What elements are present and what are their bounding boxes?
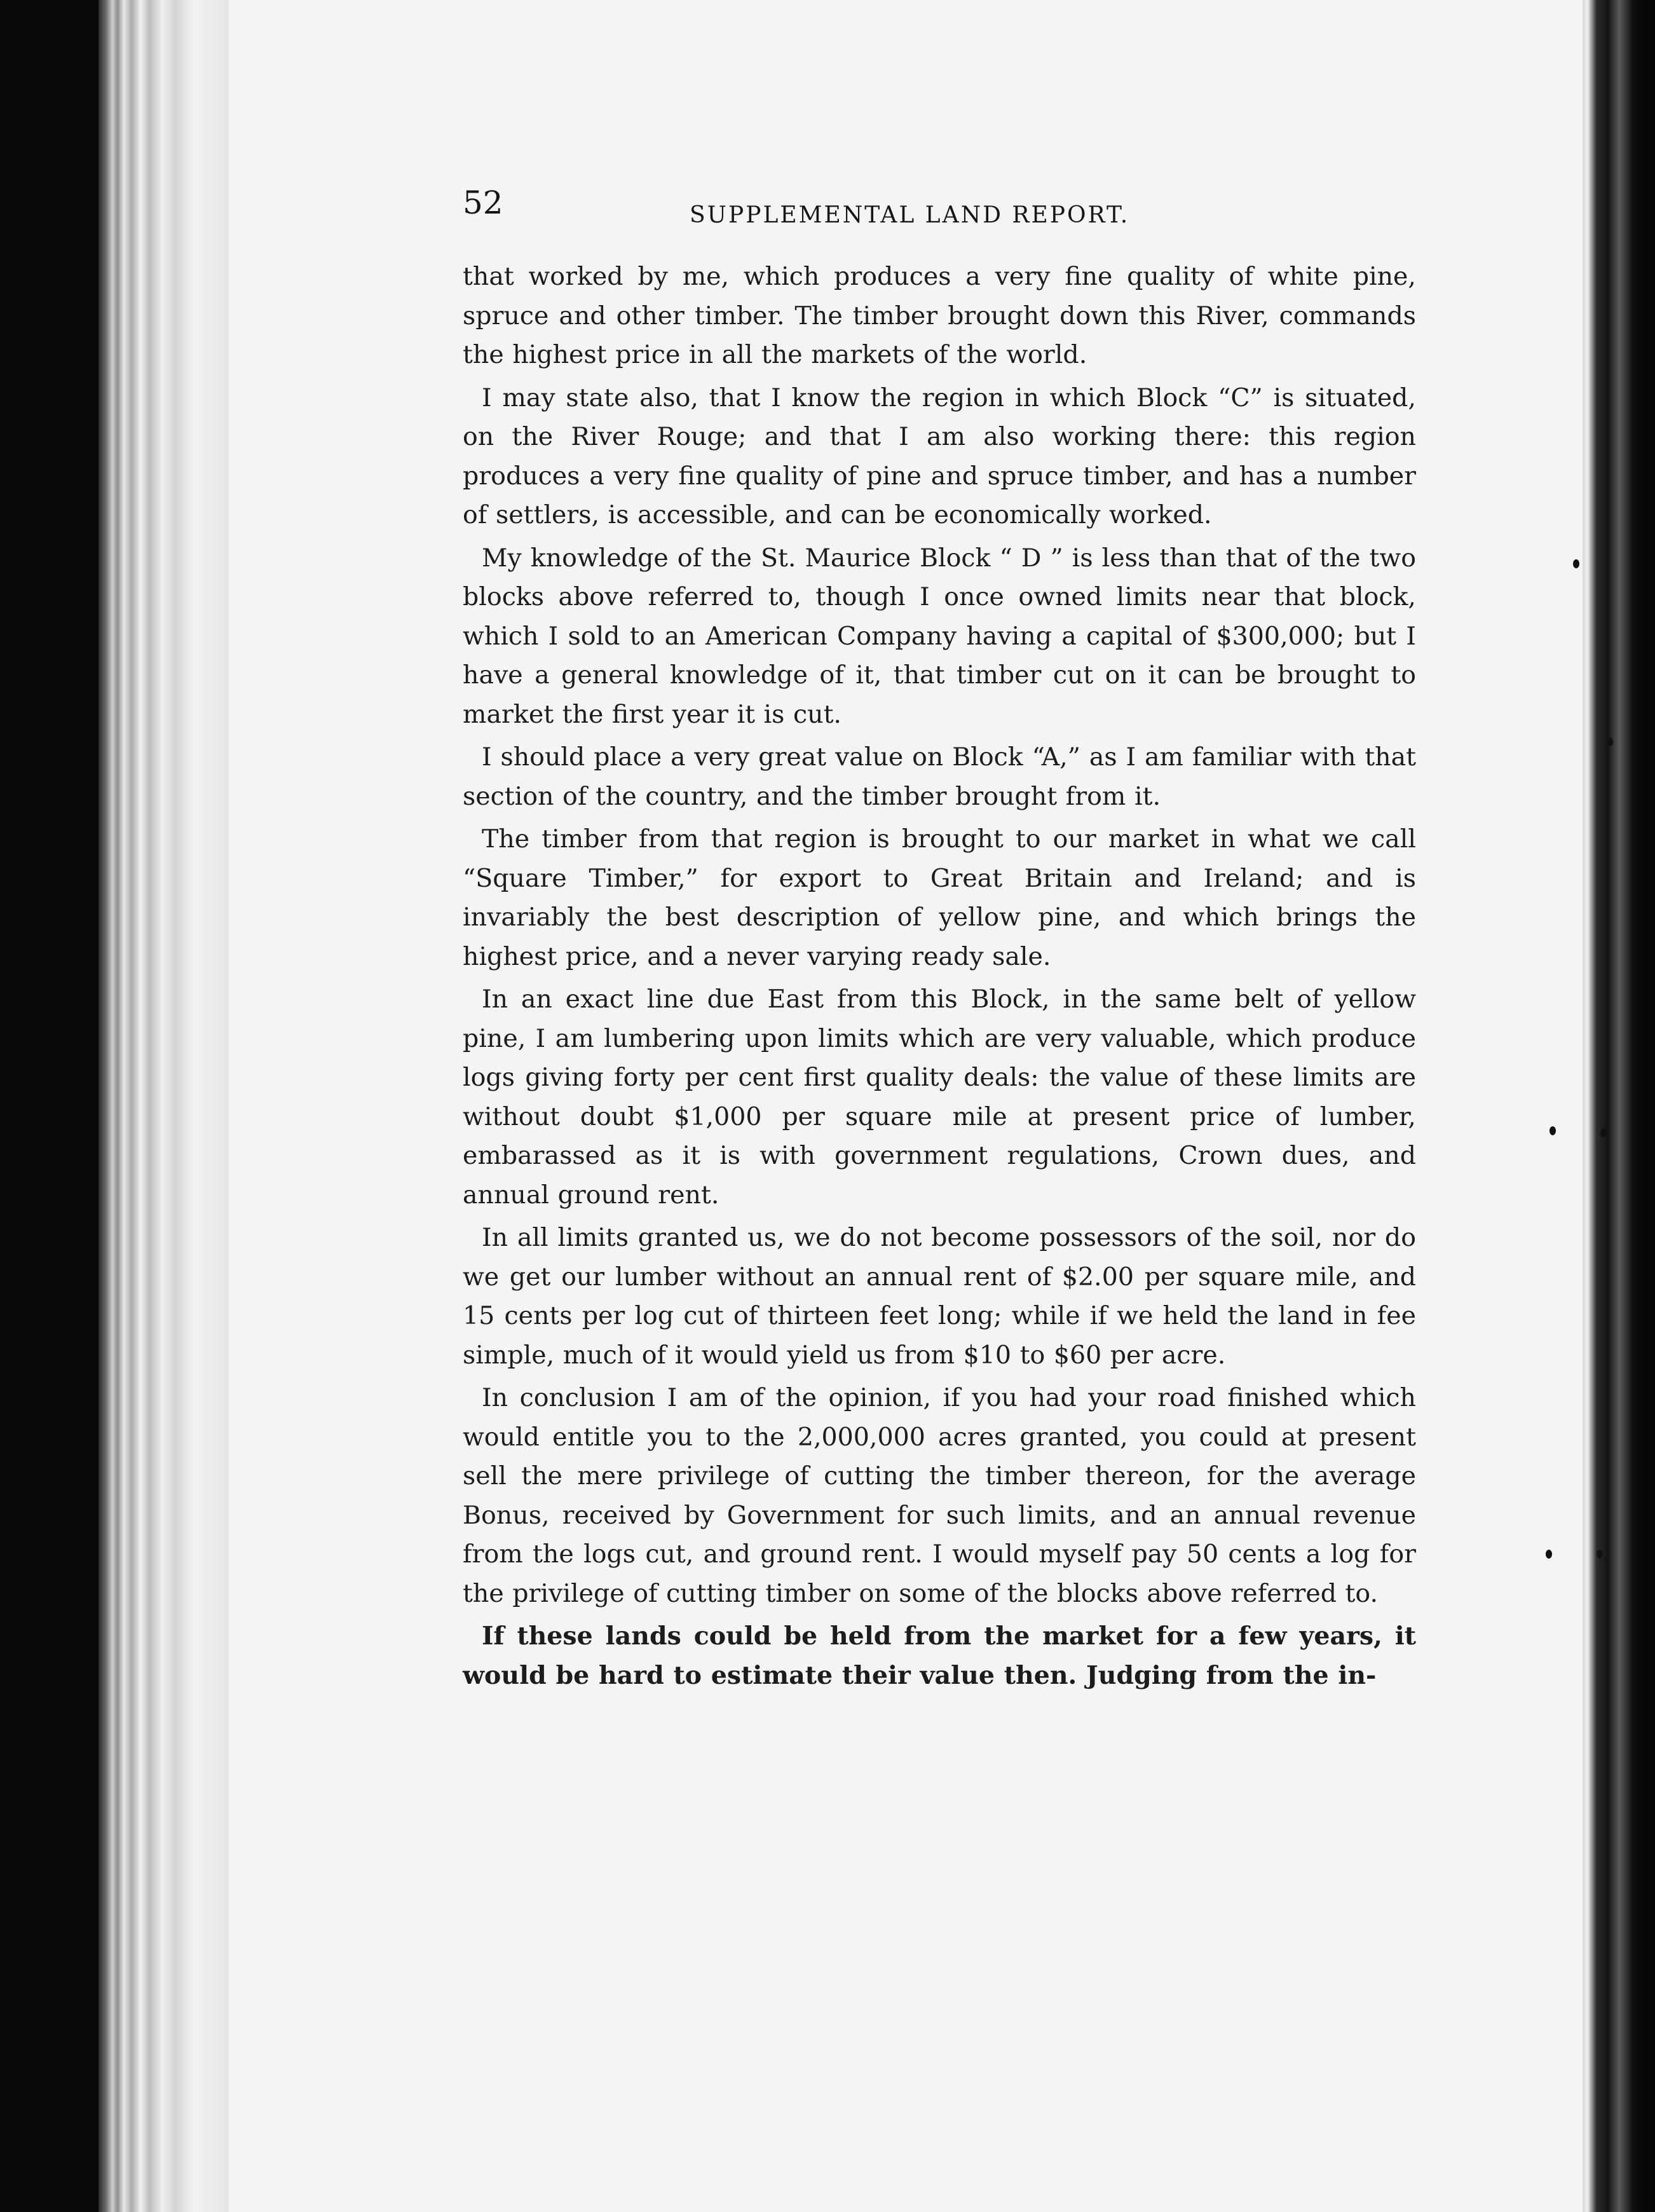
page-number: 52 [463,184,503,221]
scan-speck [1600,1128,1607,1137]
paragraph: I may state also, that I know the region in which Block “C” is situated, on the River Rouge; and that I am also working there: this region produces a very fine quality of pine and spruce timber, and has a number of settlers, is accessible, and can be economically worked. [463,383,1416,529]
paragraph: The timber from that region is brought to our market in what we call “Square Timber,” for export to Great Britain and Ireland; and is invariably the best description of yellow pine, and which brings the highest price, and a never varying ready sale. [463,824,1416,971]
scan-speck [1573,559,1579,568]
paragraph: In conclusion I am of the opinion, if you had your road finished which would entitle you to the 2,000,000 acres granted, you could at present sell the mere privilege of cutting the timber thereon, for the average Bonus, received by Government for such limits, and an annual revenue from the logs cut, and ground rent. I would myself pay 50 cents a log for the privilege of cutting timber on some of the blocks above referred to. [463,1383,1416,1608]
scan-speck [1549,1126,1556,1135]
scan-speck [1597,1550,1603,1559]
paragraph: My knowledge of the St. Maurice Block “ D ” is less than that of the two blocks above referred to, though I once owned limits near that block, which I sold to an American Company having a capital of $300,000; but I have a general knowledge of it, that timber cut on it can be brought to market the first year it is cut. [463,543,1416,729]
body-text [463,257,1416,1699]
paragraph: that worked by me, which produces a very fine quality of white pine, spruce and other timber. The timber brought down this River, commands the highest price in all the markets of the world. [463,262,1416,369]
paragraph: In all limits granted us, we do not become possessors of the soil, nor do we get our lumber without an annual rent of $2.00 per square mile, and 15 cents per log cut of thirteen feet long; while if we held the land in fee simple, much of it would yield us from $10 to $60 per acre. [463,1223,1416,1370]
page-fore-edge [1583,0,1655,2212]
paragraph: I should place a very great value on Block “A,” as I am familiar with that section of the country, and the timber brought from it. [463,742,1416,811]
book-spine-edge [99,0,229,2212]
paragraph: In an exact line due East from this Block, in the same belt of yellow pine, I am lumbering upon limits which are very valuable, which produce logs giving forty per cent first quality deals: the value of these limits are without doubt $1,000 per square mile at present price of lumber, embarassed as it is with government regulations, Crown dues, and annual ground rent. [463,985,1416,1210]
scan-speck [1546,1550,1552,1559]
scan-speck [1607,737,1613,746]
paragraph: If these lands could be held from the market for a few years, it would be hard to estimate their value then. Judging from the in- [463,1621,1416,1690]
running-head: SUPPLEMENTAL LAND REPORT. [690,202,1130,228]
scan-background [0,0,99,2212]
